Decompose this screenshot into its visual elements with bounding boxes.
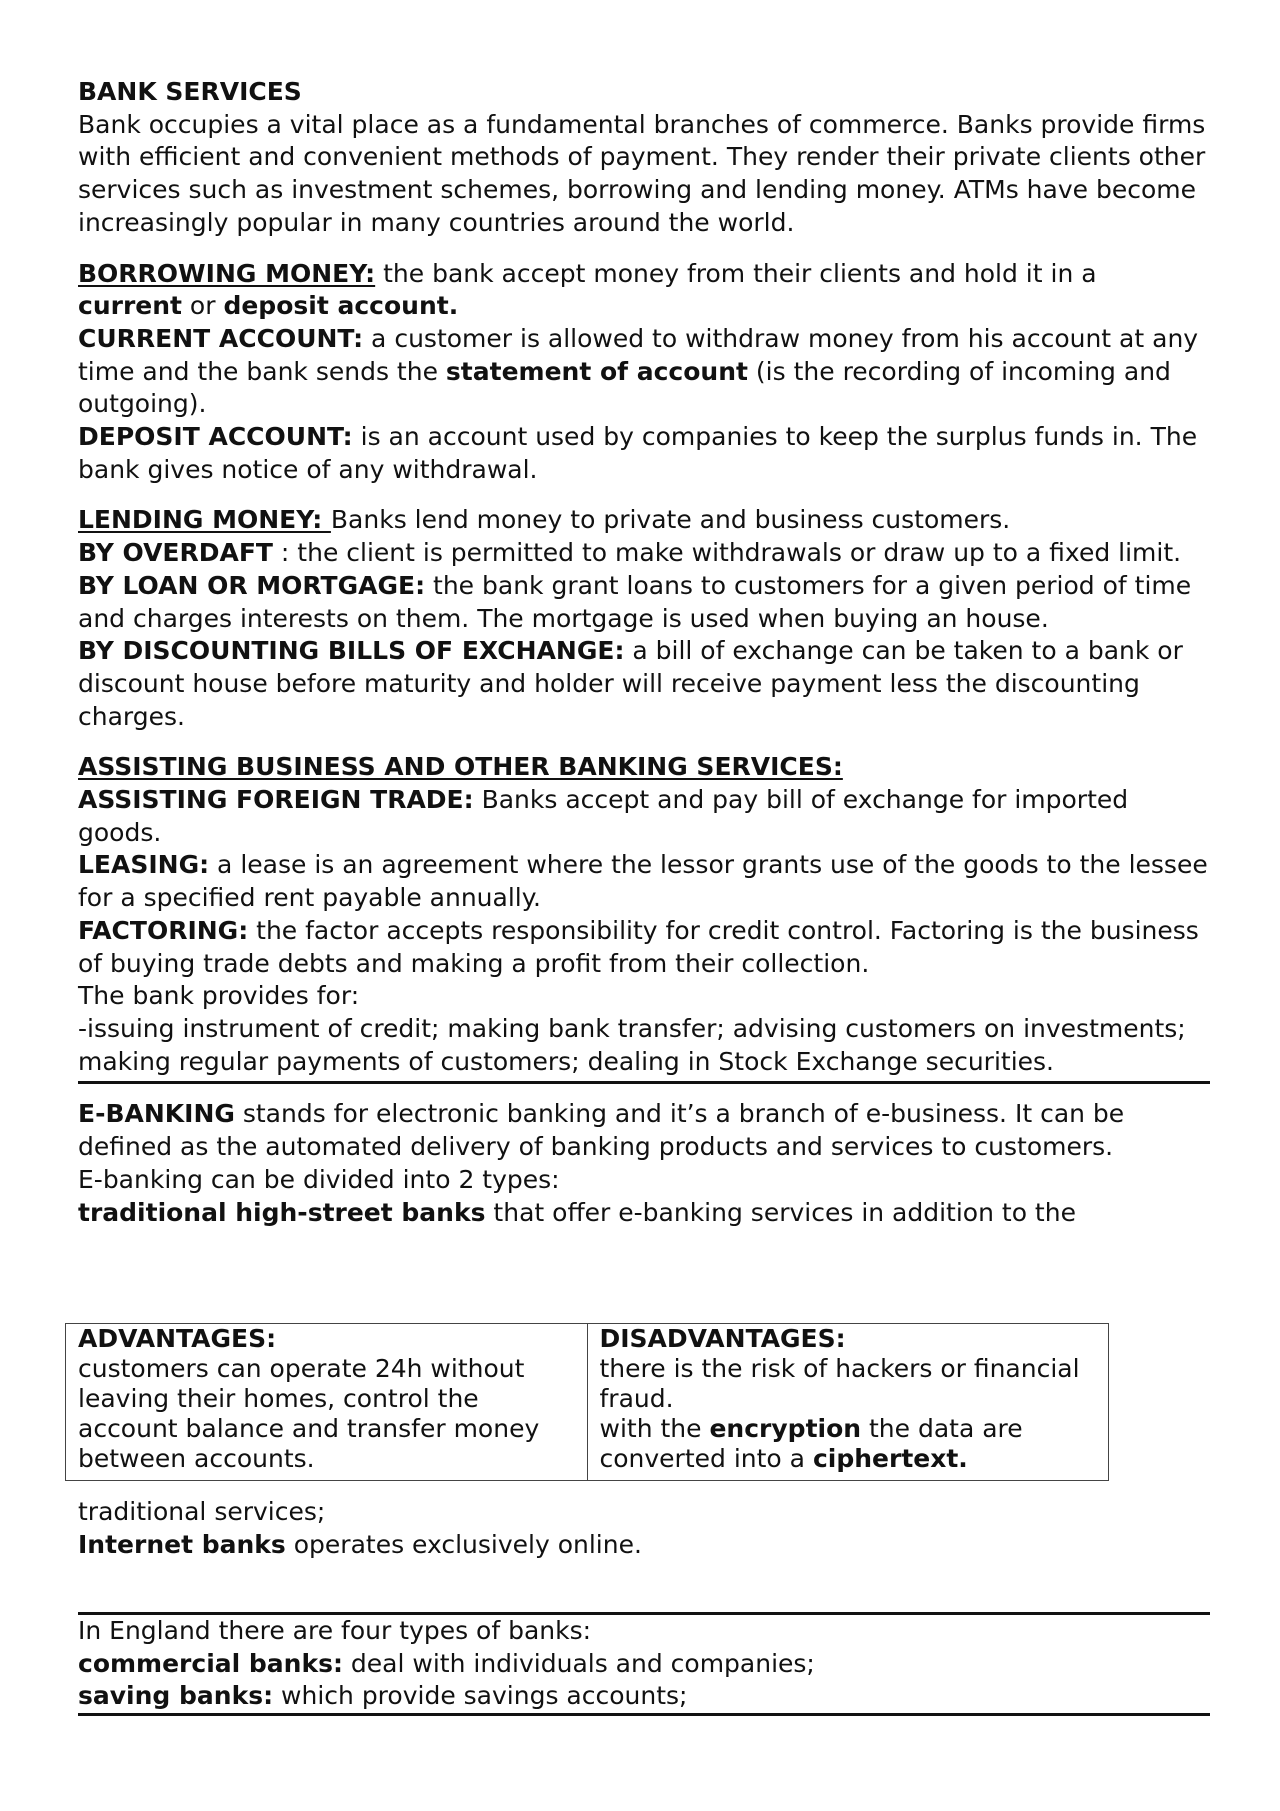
lending-heading: LENDING MONEY: xyxy=(78,505,331,535)
bank-services-section xyxy=(78,76,1208,240)
lending-paragraph: LENDING MONEY: Banks lend money to private and business customers. xyxy=(78,505,1011,535)
leasing-paragraph: LEASING: a lease is an agreement where the lessor grants use of the goods to the lessee for a specified rent payable annually. xyxy=(78,850,1208,913)
overdraft-paragraph: BY OVERDAFT : the client is permitted to make withdrawals or draw up to a fixed limit. xyxy=(78,538,1182,568)
traditional-services-line: traditional services; xyxy=(78,1497,326,1526)
borrowing-heading: BORROWING MONEY: xyxy=(78,258,376,288)
loan-paragraph: BY LOAN OR MORTGAGE: the bank grant loans to customers for a given period of time and charges interests on them. The mortgage is used when buying an house. xyxy=(78,570,1192,633)
disadvantages-heading: DISADVANTAGES: xyxy=(599,1324,846,1353)
divider xyxy=(78,1081,1210,1084)
factoring-paragraph: FACTORING: the factor accepts responsibility for credit control. Factoring is the business of buying trade debts and making a profit from their collection. xyxy=(78,915,1199,978)
discount-paragraph: BY DISCOUNTING BILLS OF EXCHANGE: a bill of exchange can be taken to a bank or discount house before maturity and holder will receive payment less the discounting charges. xyxy=(78,636,1183,731)
ebanking-types: E-banking can be divided into 2 types: xyxy=(78,1164,560,1194)
encryption-text: with the encryption the data are converted into a ciphertext. xyxy=(599,1414,1023,1473)
divider xyxy=(78,1713,1210,1716)
saving-banks-line: saving banks: which provide savings accounts; xyxy=(78,1681,688,1711)
disadvantages-text: there is the risk of hackers or financial fraud. xyxy=(599,1354,1080,1413)
england-banks-section xyxy=(78,1612,1210,1716)
ebanking-continued xyxy=(78,1496,1208,1561)
foreign-trade-paragraph: ASSISTING FOREIGN TRADE: Banks accept and pay bill of exchange for imported goods. xyxy=(78,785,1129,847)
advantages-cell xyxy=(66,1324,588,1481)
traditional-banks-line: traditional high-street banks that offer e-banking services in addition to the xyxy=(78,1197,1076,1227)
main-content xyxy=(78,76,1208,1229)
ebanking-section xyxy=(78,1098,1208,1229)
assisting-section xyxy=(78,751,1208,1078)
intro-paragraph: Bank occupies a vital place as a fundamental branches of commerce. Banks provide firms with efficient and convenient methods of payment. They render their private clients other services such as investment schemes, borrowing and lending money. ATMs have become increasingly popular in many countries around the world. xyxy=(78,109,1206,237)
internet-banks-line: Internet banks operates exclusively online. xyxy=(78,1529,642,1559)
services-list: -issuing instrument of credit; making bank transfer; advising customers on investments; making regular payments of customers; dealing in Stock Exchange securities. xyxy=(78,1013,1186,1076)
section-title: BANK SERVICES xyxy=(78,77,302,106)
advantages-heading: ADVANTAGES: xyxy=(78,1324,277,1353)
current-account-paragraph: CURRENT ACCOUNT: a customer is allowed to withdraw money from his account at any time and the bank sends the statement of account (is the recording of incoming and outgoing). xyxy=(78,323,1199,419)
advantages-text: customers can operate 24h without leaving their homes, control the account balance and transfer money between accounts. xyxy=(78,1354,540,1473)
provides-line: The bank provides for: xyxy=(78,981,360,1011)
commercial-banks-line: commercial banks: deal with individuals and companies; xyxy=(78,1648,815,1678)
disadvantages-cell xyxy=(587,1324,1109,1481)
ebanking-paragraph: E-BANKING stands for electronic banking and it’s a branch of e-business. It can be defined as the automated delivery of banking products and services to customers. xyxy=(78,1099,1125,1162)
assisting-heading: ASSISTING BUSINESS AND OTHER BANKING SERVICES: xyxy=(78,752,843,782)
advantages-table xyxy=(65,1323,1109,1481)
borrowing-paragraph: BORROWING MONEY: the bank accept money from their clients and hold it in a current or deposit account. xyxy=(78,258,1097,321)
deposit-account-paragraph: DEPOSIT ACCOUNT: is an account used by companies to keep the surplus funds in. The bank gives notice of any withdrawal. xyxy=(78,422,1198,484)
lending-section xyxy=(78,504,1208,733)
borrowing-section xyxy=(78,258,1208,487)
england-intro: In England there are four types of banks: xyxy=(78,1616,592,1645)
